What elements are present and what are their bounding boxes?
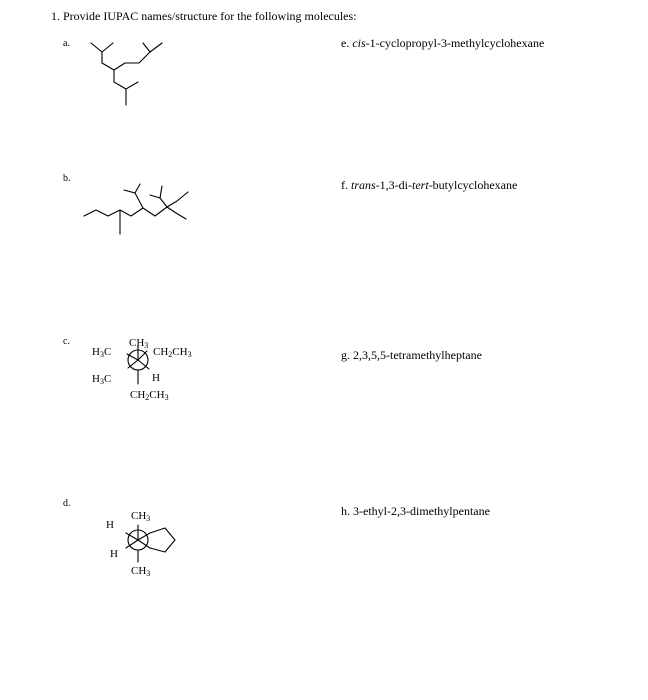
problem-label-d: d. <box>63 498 71 509</box>
problem-h-label: h. <box>341 504 350 518</box>
newman-c-left-lower: H3C <box>92 373 112 386</box>
newman-d-bottom: CH3 <box>131 565 151 578</box>
newman-d-left-upper: H <box>106 519 114 531</box>
problem-e-rest: -1-cyclopropyl-3-methylcyclohexane <box>365 36 545 50</box>
problem-e-stereo: cis <box>352 36 366 50</box>
problem-h-rest: 3-ethyl-2,3-dimethylpentane <box>353 504 490 518</box>
newman-d-top: CH3 <box>131 510 151 523</box>
problem-label-c: c. <box>63 336 70 347</box>
problem-g-rest: 2,3,5,5-tetramethylheptane <box>353 348 482 362</box>
newman-c-top: CH3 <box>129 337 149 350</box>
problem-g-label: g. <box>341 348 350 362</box>
newman-c-left-upper: H3C <box>92 346 112 359</box>
structure-a-skeletal <box>91 43 162 105</box>
newman-projection-c <box>92 337 192 402</box>
structure-b-skeletal <box>84 184 188 234</box>
newman-c-bottom: CH2CH3 <box>130 389 169 402</box>
problem-e-label: e. <box>341 36 350 50</box>
problem-f-label: f. <box>341 178 348 192</box>
problem-f-rest: -butylcyclohexane <box>428 178 518 192</box>
newman-projection-d <box>106 510 175 578</box>
problem-f-tert: tert <box>412 178 429 192</box>
newman-c-right-lower: H <box>152 372 160 384</box>
problem-f-mid: -1,3-di- <box>375 178 413 192</box>
question-title: 1. Provide IUPAC names/structure for the following molecules: <box>51 9 357 23</box>
newman-c-right-upper: CH2CH3 <box>153 346 192 359</box>
newman-d-left-lower: H <box>110 548 118 560</box>
problem-label-a: a. <box>63 38 70 49</box>
problem-f-stereo: trans <box>351 178 376 192</box>
problem-label-b: b. <box>63 173 71 184</box>
